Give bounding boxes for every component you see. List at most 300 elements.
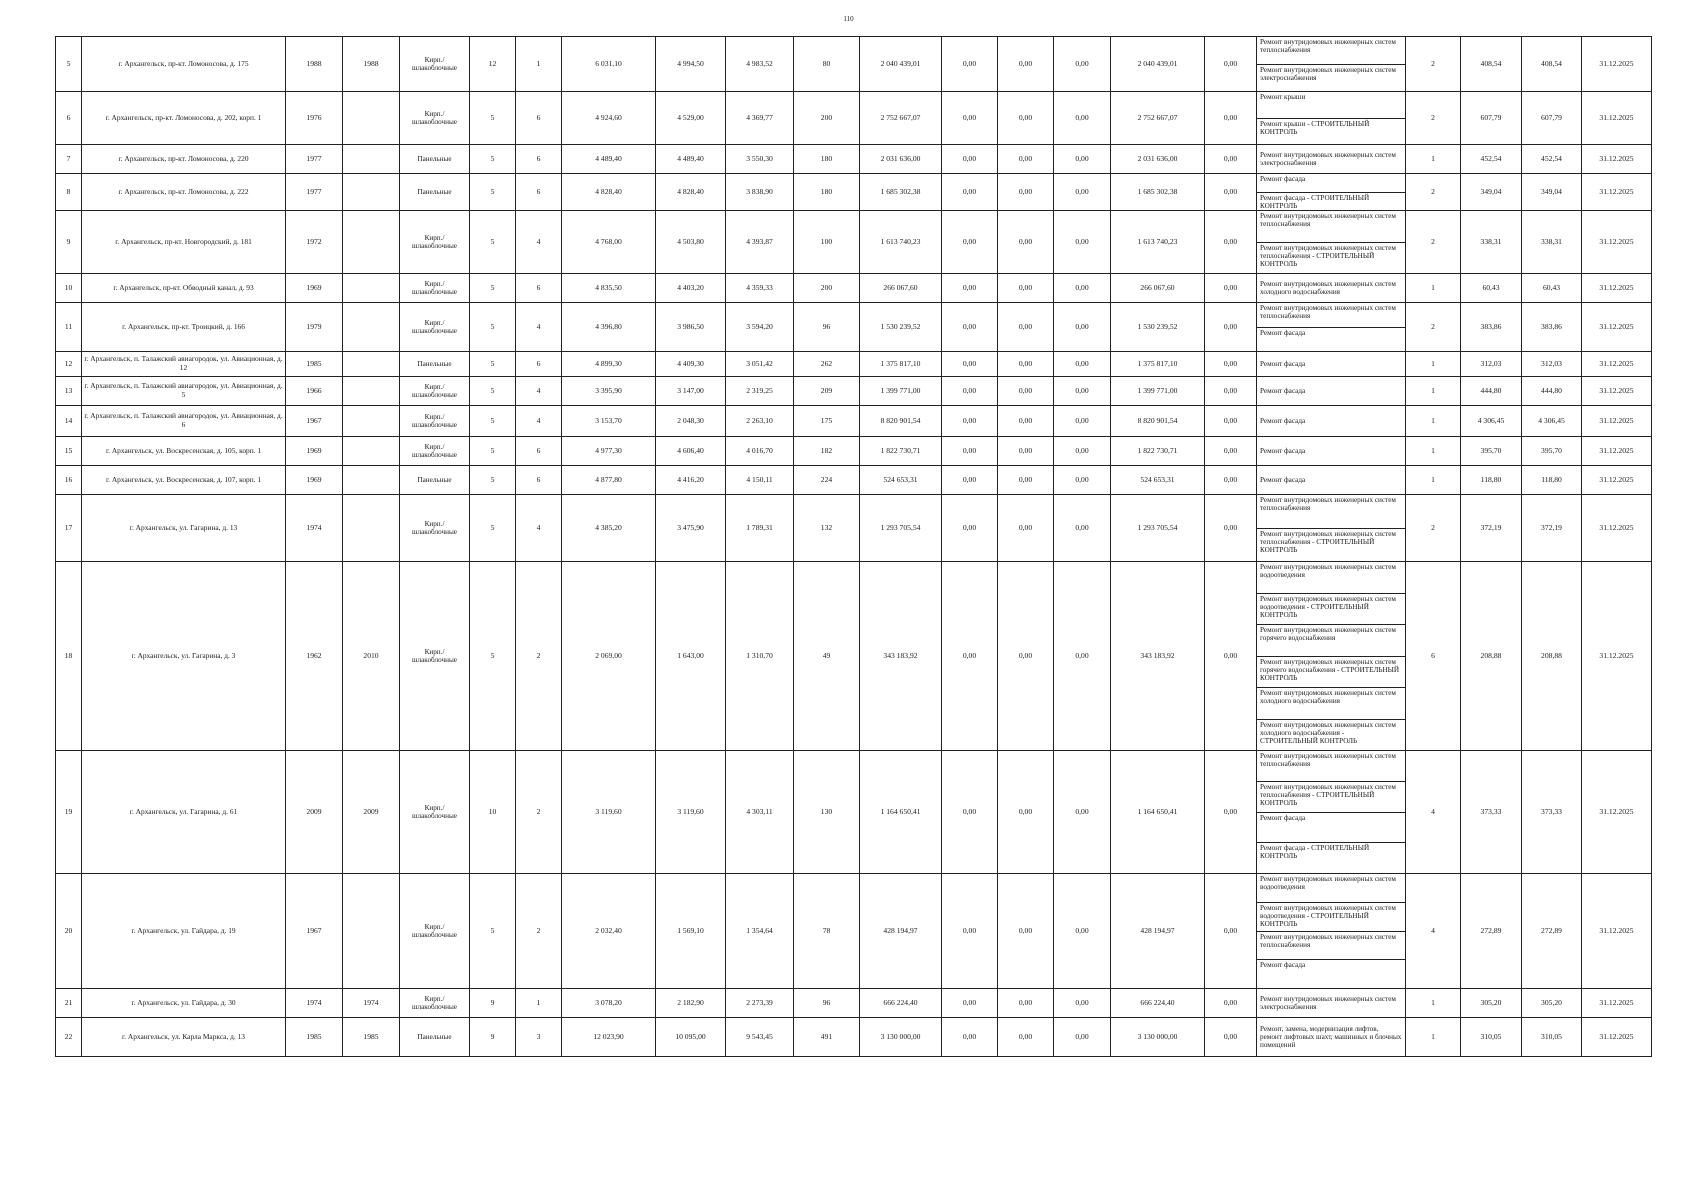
cell-deadline: 31.12.2025 bbox=[1582, 874, 1652, 989]
works-list bbox=[1257, 352, 1405, 376]
work-item: Ремонт фасада bbox=[1257, 174, 1405, 193]
works-list-cell bbox=[1257, 352, 1406, 377]
cell-f2: 0,00 bbox=[998, 92, 1054, 145]
cell-f4: 1 375 817,10 bbox=[1111, 352, 1205, 377]
cell-address: г. Архангельск, ул. Воскресенская, д. 105, корп. 1 bbox=[82, 437, 286, 466]
cell-unit-limit: 444,80 bbox=[1522, 377, 1582, 406]
cell-year-reconstr bbox=[343, 174, 400, 211]
cell-works-count: 2 bbox=[1406, 92, 1461, 145]
cell-address: г. Архангельск, ул. Гагарина, д. 61 bbox=[82, 751, 286, 874]
cell-area-a: 3 475,90 bbox=[656, 495, 726, 562]
cell-f5: 0,00 bbox=[1205, 751, 1257, 874]
cell-area-a: 4 828,40 bbox=[656, 174, 726, 211]
cell-area-total: 3 078,20 bbox=[562, 989, 656, 1018]
cell-unit-cost: 408,54 bbox=[1461, 37, 1522, 92]
cell-deadline: 31.12.2025 bbox=[1582, 145, 1652, 174]
work-item: Ремонт внутридомовых инженерных систем водоотведения bbox=[1257, 562, 1405, 594]
cell-year-built: 1977 bbox=[286, 145, 343, 174]
cell-f5: 0,00 bbox=[1205, 989, 1257, 1018]
cell-year-reconstr bbox=[343, 352, 400, 377]
cell-entrances: 2 bbox=[516, 874, 562, 989]
cell-deadline: 31.12.2025 bbox=[1582, 406, 1652, 437]
work-item: Ремонт внутридомовых инженерных систем теплоснабжения - СТРОИТЕЛЬНЫЙ КОНТРОЛЬ bbox=[1257, 782, 1405, 813]
cell-area-b: 4 150,11 bbox=[726, 466, 794, 495]
cell-year-built: 1967 bbox=[286, 406, 343, 437]
cell-address: г. Архангельск, ул. Гайдара, д. 19 bbox=[82, 874, 286, 989]
cell-cost-total: 1 613 740,23 bbox=[860, 211, 942, 274]
cell-f4: 2 752 667,07 bbox=[1111, 92, 1205, 145]
cell-area-total: 4 385,20 bbox=[562, 495, 656, 562]
cell-n: 14 bbox=[56, 406, 82, 437]
cell-f5: 0,00 bbox=[1205, 92, 1257, 145]
cell-residents: 78 bbox=[794, 874, 860, 989]
cell-residents: 182 bbox=[794, 437, 860, 466]
works-list bbox=[1257, 274, 1405, 302]
cell-cost-total: 1 164 650,41 bbox=[860, 751, 942, 874]
cell-area-a: 1 643,00 bbox=[656, 562, 726, 751]
cell-deadline: 31.12.2025 bbox=[1582, 211, 1652, 274]
cell-year-reconstr: 2009 bbox=[343, 751, 400, 874]
works-list bbox=[1257, 211, 1405, 273]
cell-f2: 0,00 bbox=[998, 352, 1054, 377]
works-list bbox=[1257, 406, 1405, 436]
works-list bbox=[1257, 466, 1405, 494]
cell-deadline: 31.12.2025 bbox=[1582, 1018, 1652, 1057]
cell-f4: 343 183,92 bbox=[1111, 562, 1205, 751]
cell-f3: 0,00 bbox=[1054, 274, 1111, 303]
cell-f2: 0,00 bbox=[998, 211, 1054, 274]
cell-unit-cost: 452,54 bbox=[1461, 145, 1522, 174]
cell-unit-limit: 272,89 bbox=[1522, 874, 1582, 989]
cell-area-total: 4 977,30 bbox=[562, 437, 656, 466]
cell-unit-cost: 310,05 bbox=[1461, 1018, 1522, 1057]
cell-works-count: 2 bbox=[1406, 211, 1461, 274]
cell-f2: 0,00 bbox=[998, 406, 1054, 437]
cell-year-built: 1976 bbox=[286, 92, 343, 145]
cell-area-total: 2 032,40 bbox=[562, 874, 656, 989]
cell-deadline: 31.12.2025 bbox=[1582, 303, 1652, 352]
cell-area-a: 3 147,00 bbox=[656, 377, 726, 406]
cell-f4: 1 685 302,38 bbox=[1111, 174, 1205, 211]
cell-year-built: 1977 bbox=[286, 174, 343, 211]
cell-area-a: 2 182,90 bbox=[656, 989, 726, 1018]
table-row bbox=[56, 145, 1652, 174]
cell-address: г. Архангельск, ул. Гагарина, д. 3 bbox=[82, 562, 286, 751]
cell-floors: 5 bbox=[470, 562, 516, 751]
cell-address: г. Архангельск, п. Талажский авиагородок, ул. Авиационная, д. 5 bbox=[82, 377, 286, 406]
table-row bbox=[56, 437, 1652, 466]
cell-wall: Кирп./ шлакоблочные bbox=[400, 874, 470, 989]
cell-f3: 0,00 bbox=[1054, 1018, 1111, 1057]
table-row bbox=[56, 562, 1652, 751]
table-row bbox=[56, 92, 1652, 145]
work-item: Ремонт внутридомовых инженерных систем теплоснабжения bbox=[1257, 303, 1405, 328]
cell-unit-cost: 383,86 bbox=[1461, 303, 1522, 352]
work-item: Ремонт внутридомовых инженерных систем теплоснабжения bbox=[1257, 751, 1405, 782]
cell-area-a: 4 403,20 bbox=[656, 274, 726, 303]
cell-f4: 1 399 771,00 bbox=[1111, 377, 1205, 406]
cell-floors: 5 bbox=[470, 406, 516, 437]
cell-works-count: 4 bbox=[1406, 751, 1461, 874]
cell-area-a: 4 606,40 bbox=[656, 437, 726, 466]
cell-wall: Кирп./ шлакоблочные bbox=[400, 211, 470, 274]
cell-area-b: 4 303,11 bbox=[726, 751, 794, 874]
work-item: Ремонт фасада bbox=[1260, 961, 1306, 970]
cell-area-b: 1 310,70 bbox=[726, 562, 794, 751]
works-list bbox=[1257, 437, 1405, 465]
cell-unit-limit: 338,31 bbox=[1522, 211, 1582, 274]
cell-residents: 491 bbox=[794, 1018, 860, 1057]
cell-cost-total: 2 752 667,07 bbox=[860, 92, 942, 145]
cell-f4: 2 040 439,01 bbox=[1111, 37, 1205, 92]
cell-works-count: 6 bbox=[1406, 562, 1461, 751]
cell-floors: 5 bbox=[470, 211, 516, 274]
cell-f5: 0,00 bbox=[1205, 406, 1257, 437]
cell-area-total: 4 768,00 bbox=[562, 211, 656, 274]
cell-f3: 0,00 bbox=[1054, 406, 1111, 437]
cell-year-reconstr bbox=[343, 874, 400, 989]
cell-works-count: 1 bbox=[1406, 274, 1461, 303]
cell-year-built: 1972 bbox=[286, 211, 343, 274]
work-item: Ремонт фасада bbox=[1257, 813, 1405, 844]
cell-unit-cost: 305,20 bbox=[1461, 989, 1522, 1018]
cell-unit-limit: 118,80 bbox=[1522, 466, 1582, 495]
works-list-cell bbox=[1257, 377, 1406, 406]
cell-year-reconstr bbox=[343, 92, 400, 145]
cell-entrances: 3 bbox=[516, 1018, 562, 1057]
cell-unit-cost: 118,80 bbox=[1461, 466, 1522, 495]
cell-residents: 180 bbox=[794, 174, 860, 211]
cell-floors: 5 bbox=[470, 352, 516, 377]
cell-entrances: 4 bbox=[516, 495, 562, 562]
cell-floors: 5 bbox=[470, 377, 516, 406]
cell-unit-cost: 60,43 bbox=[1461, 274, 1522, 303]
cell-f2: 0,00 bbox=[998, 303, 1054, 352]
table-row bbox=[56, 751, 1652, 874]
cell-unit-cost: 373,33 bbox=[1461, 751, 1522, 874]
cell-f1: 0,00 bbox=[942, 377, 998, 406]
works-list bbox=[1257, 303, 1405, 351]
cell-f4: 1 530 239,52 bbox=[1111, 303, 1205, 352]
cell-area-total: 3 395,90 bbox=[562, 377, 656, 406]
cell-f1: 0,00 bbox=[942, 562, 998, 751]
works-list-cell bbox=[1257, 174, 1406, 211]
cell-year-reconstr bbox=[343, 303, 400, 352]
cell-year-built: 1962 bbox=[286, 562, 343, 751]
works-list bbox=[1257, 1018, 1405, 1056]
cell-works-count: 2 bbox=[1406, 174, 1461, 211]
cell-address: г. Архангельск, пр-кт. Ломоносова, д. 202, корп. 1 bbox=[82, 92, 286, 145]
cell-entrances: 6 bbox=[516, 145, 562, 174]
cell-wall: Кирп./ шлакоблочные bbox=[400, 37, 470, 92]
cell-entrances: 6 bbox=[516, 437, 562, 466]
cell-area-total: 3 153,70 bbox=[562, 406, 656, 437]
cell-cost-total: 8 820 901,54 bbox=[860, 406, 942, 437]
cell-area-b: 1 354,64 bbox=[726, 874, 794, 989]
cell-wall: Панельные bbox=[400, 1018, 470, 1057]
cell-cost-total: 266 067,60 bbox=[860, 274, 942, 303]
cell-f1: 0,00 bbox=[942, 352, 998, 377]
cell-f3: 0,00 bbox=[1054, 92, 1111, 145]
cell-floors: 9 bbox=[470, 989, 516, 1018]
cell-address: г. Архангельск, пр-кт. Ломоносова, д. 175 bbox=[82, 37, 286, 92]
cell-f3: 0,00 bbox=[1054, 495, 1111, 562]
cell-entrances: 4 bbox=[516, 377, 562, 406]
cell-area-b: 4 016,70 bbox=[726, 437, 794, 466]
cell-entrances: 6 bbox=[516, 352, 562, 377]
cell-unit-cost: 444,80 bbox=[1461, 377, 1522, 406]
cell-f2: 0,00 bbox=[998, 562, 1054, 751]
cell-residents: 132 bbox=[794, 495, 860, 562]
cell-deadline: 31.12.2025 bbox=[1582, 437, 1652, 466]
cell-unit-limit: 305,20 bbox=[1522, 989, 1582, 1018]
cell-n: 10 bbox=[56, 274, 82, 303]
cell-n: 8 bbox=[56, 174, 82, 211]
cell-wall: Кирп./ шлакоблочные bbox=[400, 303, 470, 352]
cell-entrances: 4 bbox=[516, 303, 562, 352]
cell-cost-total: 1 530 239,52 bbox=[860, 303, 942, 352]
cell-area-b: 4 393,87 bbox=[726, 211, 794, 274]
cell-floors: 10 bbox=[470, 751, 516, 874]
work-item: Ремонт внутридомовых инженерных систем холодного водоснабжения bbox=[1257, 688, 1405, 720]
cell-year-built: 1967 bbox=[286, 874, 343, 989]
cell-year-reconstr bbox=[343, 274, 400, 303]
cell-n: 22 bbox=[56, 1018, 82, 1057]
table-row bbox=[56, 274, 1652, 303]
cell-f3: 0,00 bbox=[1054, 874, 1111, 989]
works-list bbox=[1257, 495, 1405, 561]
cell-n: 9 bbox=[56, 211, 82, 274]
cell-f4: 2 031 636,00 bbox=[1111, 145, 1205, 174]
works-list-cell bbox=[1257, 37, 1406, 92]
cell-address: г. Архангельск, ул. Гагарина, д. 13 bbox=[82, 495, 286, 562]
cell-year-built: 1985 bbox=[286, 1018, 343, 1057]
cell-f2: 0,00 bbox=[998, 466, 1054, 495]
cell-entrances: 6 bbox=[516, 92, 562, 145]
works-list-cell bbox=[1257, 145, 1406, 174]
cell-area-b: 4 983,52 bbox=[726, 37, 794, 92]
cell-area-b: 1 789,31 bbox=[726, 495, 794, 562]
cell-address: г. Архангельск, п. Талажский авиагородок, ул. Авиационная, д. 12 bbox=[82, 352, 286, 377]
works-list bbox=[1257, 37, 1405, 91]
cell-entrances: 4 bbox=[516, 406, 562, 437]
cell-f5: 0,00 bbox=[1205, 377, 1257, 406]
cell-f2: 0,00 bbox=[998, 145, 1054, 174]
cell-wall: Панельные bbox=[400, 145, 470, 174]
cell-n: 16 bbox=[56, 466, 82, 495]
cell-wall: Панельные bbox=[400, 466, 470, 495]
cell-f4: 1 164 650,41 bbox=[1111, 751, 1205, 874]
cell-cost-total: 1 399 771,00 bbox=[860, 377, 942, 406]
cell-wall: Кирп./ шлакоблочные bbox=[400, 274, 470, 303]
cell-wall: Кирп./ шлакоблочные bbox=[400, 377, 470, 406]
cell-n: 7 bbox=[56, 145, 82, 174]
work-item: Ремонт, замена, модернизация лифтов, ремонт лифтовых шахт, машинных и блочных помещений bbox=[1260, 1024, 1402, 1050]
cell-n: 21 bbox=[56, 989, 82, 1018]
cell-cost-total: 428 194,97 bbox=[860, 874, 942, 989]
cell-area-b: 3 550,30 bbox=[726, 145, 794, 174]
cell-unit-cost: 395,70 bbox=[1461, 437, 1522, 466]
work-item: Ремонт внутридомовых инженерных систем холодного водоснабжения - СТРОИТЕЛЬНЫЙ КОНТРОЛЬ bbox=[1260, 720, 1396, 745]
works-list bbox=[1257, 145, 1405, 173]
cell-f3: 0,00 bbox=[1054, 377, 1111, 406]
cell-f1: 0,00 bbox=[942, 495, 998, 562]
cell-unit-limit: 452,54 bbox=[1522, 145, 1582, 174]
cell-year-built: 1988 bbox=[286, 37, 343, 92]
table-row bbox=[56, 377, 1652, 406]
cell-deadline: 31.12.2025 bbox=[1582, 562, 1652, 751]
cell-area-a: 4 529,00 bbox=[656, 92, 726, 145]
cell-area-total: 4 489,40 bbox=[562, 145, 656, 174]
cell-wall: Кирп./ шлакоблочные bbox=[400, 437, 470, 466]
work-item: Ремонт внутридомовых инженерных систем горячего водоснабжения - СТРОИТЕЛЬНЫЙ КОНТРОЛЬ bbox=[1257, 657, 1405, 689]
work-item: Ремонт фасада bbox=[1260, 475, 1306, 484]
cell-floors: 5 bbox=[470, 92, 516, 145]
works-list-cell bbox=[1257, 495, 1406, 562]
cell-f4: 666 224,40 bbox=[1111, 989, 1205, 1018]
cell-floors: 5 bbox=[470, 466, 516, 495]
cell-area-b: 4 369,77 bbox=[726, 92, 794, 145]
work-item: Ремонт внутридомовых инженерных систем электроснабжения bbox=[1260, 150, 1396, 167]
cell-residents: 130 bbox=[794, 751, 860, 874]
cell-f3: 0,00 bbox=[1054, 989, 1111, 1018]
works-list bbox=[1257, 562, 1405, 750]
cell-year-built: 1974 bbox=[286, 989, 343, 1018]
cell-f3: 0,00 bbox=[1054, 466, 1111, 495]
cell-address: г. Архангельск, пр-кт. Новгородский, д. 181 bbox=[82, 211, 286, 274]
cell-wall: Панельные bbox=[400, 174, 470, 211]
cell-f3: 0,00 bbox=[1054, 37, 1111, 92]
cell-f1: 0,00 bbox=[942, 751, 998, 874]
cell-f1: 0,00 bbox=[942, 406, 998, 437]
cell-area-b: 4 359,33 bbox=[726, 274, 794, 303]
cell-area-a: 3 986,50 bbox=[656, 303, 726, 352]
cell-year-built: 1979 bbox=[286, 303, 343, 352]
cell-works-count: 1 bbox=[1406, 437, 1461, 466]
cell-year-built: 1966 bbox=[286, 377, 343, 406]
cell-f5: 0,00 bbox=[1205, 874, 1257, 989]
cell-f2: 0,00 bbox=[998, 437, 1054, 466]
cell-deadline: 31.12.2025 bbox=[1582, 377, 1652, 406]
cell-floors: 5 bbox=[470, 437, 516, 466]
cell-works-count: 4 bbox=[1406, 874, 1461, 989]
cell-year-reconstr bbox=[343, 211, 400, 274]
cell-year-built: 1969 bbox=[286, 437, 343, 466]
cell-f4: 524 653,31 bbox=[1111, 466, 1205, 495]
work-item: Ремонт внутридомовых инженерных систем электроснабжения bbox=[1260, 994, 1396, 1011]
cell-area-a: 4 489,40 bbox=[656, 145, 726, 174]
cell-wall: Кирп./ шлакоблочные bbox=[400, 751, 470, 874]
works-list-cell bbox=[1257, 92, 1406, 145]
cell-unit-limit: 607,79 bbox=[1522, 92, 1582, 145]
cell-area-a: 4 416,20 bbox=[656, 466, 726, 495]
cell-unit-cost: 372,19 bbox=[1461, 495, 1522, 562]
cell-f1: 0,00 bbox=[942, 37, 998, 92]
cell-cost-total: 3 130 000,00 bbox=[860, 1018, 942, 1057]
cell-residents: 262 bbox=[794, 352, 860, 377]
cell-year-reconstr: 1985 bbox=[343, 1018, 400, 1057]
works-list bbox=[1257, 174, 1405, 210]
cell-f4: 428 194,97 bbox=[1111, 874, 1205, 989]
cell-n: 20 bbox=[56, 874, 82, 989]
cell-address: г. Архангельск, ул. Воскресенская, д. 107, корп. 1 bbox=[82, 466, 286, 495]
cell-unit-limit: 383,86 bbox=[1522, 303, 1582, 352]
cell-unit-cost: 349,04 bbox=[1461, 174, 1522, 211]
cell-works-count: 1 bbox=[1406, 145, 1461, 174]
cell-f5: 0,00 bbox=[1205, 274, 1257, 303]
cell-works-count: 1 bbox=[1406, 989, 1461, 1018]
works-list-cell bbox=[1257, 466, 1406, 495]
cell-unit-cost: 272,89 bbox=[1461, 874, 1522, 989]
cell-entrances: 2 bbox=[516, 562, 562, 751]
cell-year-built: 1969 bbox=[286, 466, 343, 495]
cell-unit-limit: 312,03 bbox=[1522, 352, 1582, 377]
cell-year-reconstr: 1988 bbox=[343, 37, 400, 92]
cell-works-count: 1 bbox=[1406, 1018, 1461, 1057]
cell-year-reconstr bbox=[343, 437, 400, 466]
cell-f4: 3 130 000,00 bbox=[1111, 1018, 1205, 1057]
cell-f3: 0,00 bbox=[1054, 562, 1111, 751]
cell-unit-cost: 4 306,45 bbox=[1461, 406, 1522, 437]
cell-floors: 9 bbox=[470, 1018, 516, 1057]
cell-f2: 0,00 bbox=[998, 874, 1054, 989]
cell-area-a: 1 569,10 bbox=[656, 874, 726, 989]
cell-f1: 0,00 bbox=[942, 174, 998, 211]
cell-f3: 0,00 bbox=[1054, 352, 1111, 377]
cell-f5: 0,00 bbox=[1205, 437, 1257, 466]
cell-n: 13 bbox=[56, 377, 82, 406]
cell-address: г. Архангельск, ул. Карла Маркса, д. 13 bbox=[82, 1018, 286, 1057]
works-list bbox=[1257, 874, 1405, 988]
cell-n: 18 bbox=[56, 562, 82, 751]
cell-f3: 0,00 bbox=[1054, 145, 1111, 174]
cell-entrances: 6 bbox=[516, 174, 562, 211]
cell-residents: 175 bbox=[794, 406, 860, 437]
page-number: 110 bbox=[843, 15, 854, 23]
cell-entrances: 2 bbox=[516, 751, 562, 874]
works-list-cell bbox=[1257, 989, 1406, 1018]
cell-f5: 0,00 bbox=[1205, 562, 1257, 751]
cell-f3: 0,00 bbox=[1054, 211, 1111, 274]
cell-works-count: 2 bbox=[1406, 495, 1461, 562]
cell-f3: 0,00 bbox=[1054, 437, 1111, 466]
cell-n: 12 bbox=[56, 352, 82, 377]
cell-area-a: 3 119,60 bbox=[656, 751, 726, 874]
table-row bbox=[56, 466, 1652, 495]
cell-area-b: 2 319,25 bbox=[726, 377, 794, 406]
cell-address: г. Архангельск, ул. Гайдара, д. 30 bbox=[82, 989, 286, 1018]
cell-f4: 1 293 705,54 bbox=[1111, 495, 1205, 562]
cell-f4: 1 613 740,23 bbox=[1111, 211, 1205, 274]
cell-year-reconstr bbox=[343, 145, 400, 174]
works-list bbox=[1257, 989, 1405, 1017]
cell-n: 17 bbox=[56, 495, 82, 562]
cell-area-b: 2 263,10 bbox=[726, 406, 794, 437]
cell-floors: 5 bbox=[470, 274, 516, 303]
cell-area-total: 6 031,10 bbox=[562, 37, 656, 92]
cell-wall: Кирп./ шлакоблочные bbox=[400, 495, 470, 562]
cell-f1: 0,00 bbox=[942, 466, 998, 495]
work-item: Ремонт внутридомовых инженерных систем водоотведения - СТРОИТЕЛЬНЫЙ КОНТРОЛЬ bbox=[1257, 903, 1405, 932]
cell-floors: 5 bbox=[470, 303, 516, 352]
cell-area-total: 4 924,60 bbox=[562, 92, 656, 145]
work-item: Ремонт внутридомовых инженерных систем водоотведения - СТРОИТЕЛЬНЫЙ КОНТРОЛЬ bbox=[1257, 594, 1405, 626]
works-list-cell bbox=[1257, 562, 1406, 751]
cell-works-count: 1 bbox=[1406, 466, 1461, 495]
cell-f2: 0,00 bbox=[998, 377, 1054, 406]
cell-area-total: 4 828,40 bbox=[562, 174, 656, 211]
work-item: Ремонт фасада bbox=[1260, 386, 1306, 395]
